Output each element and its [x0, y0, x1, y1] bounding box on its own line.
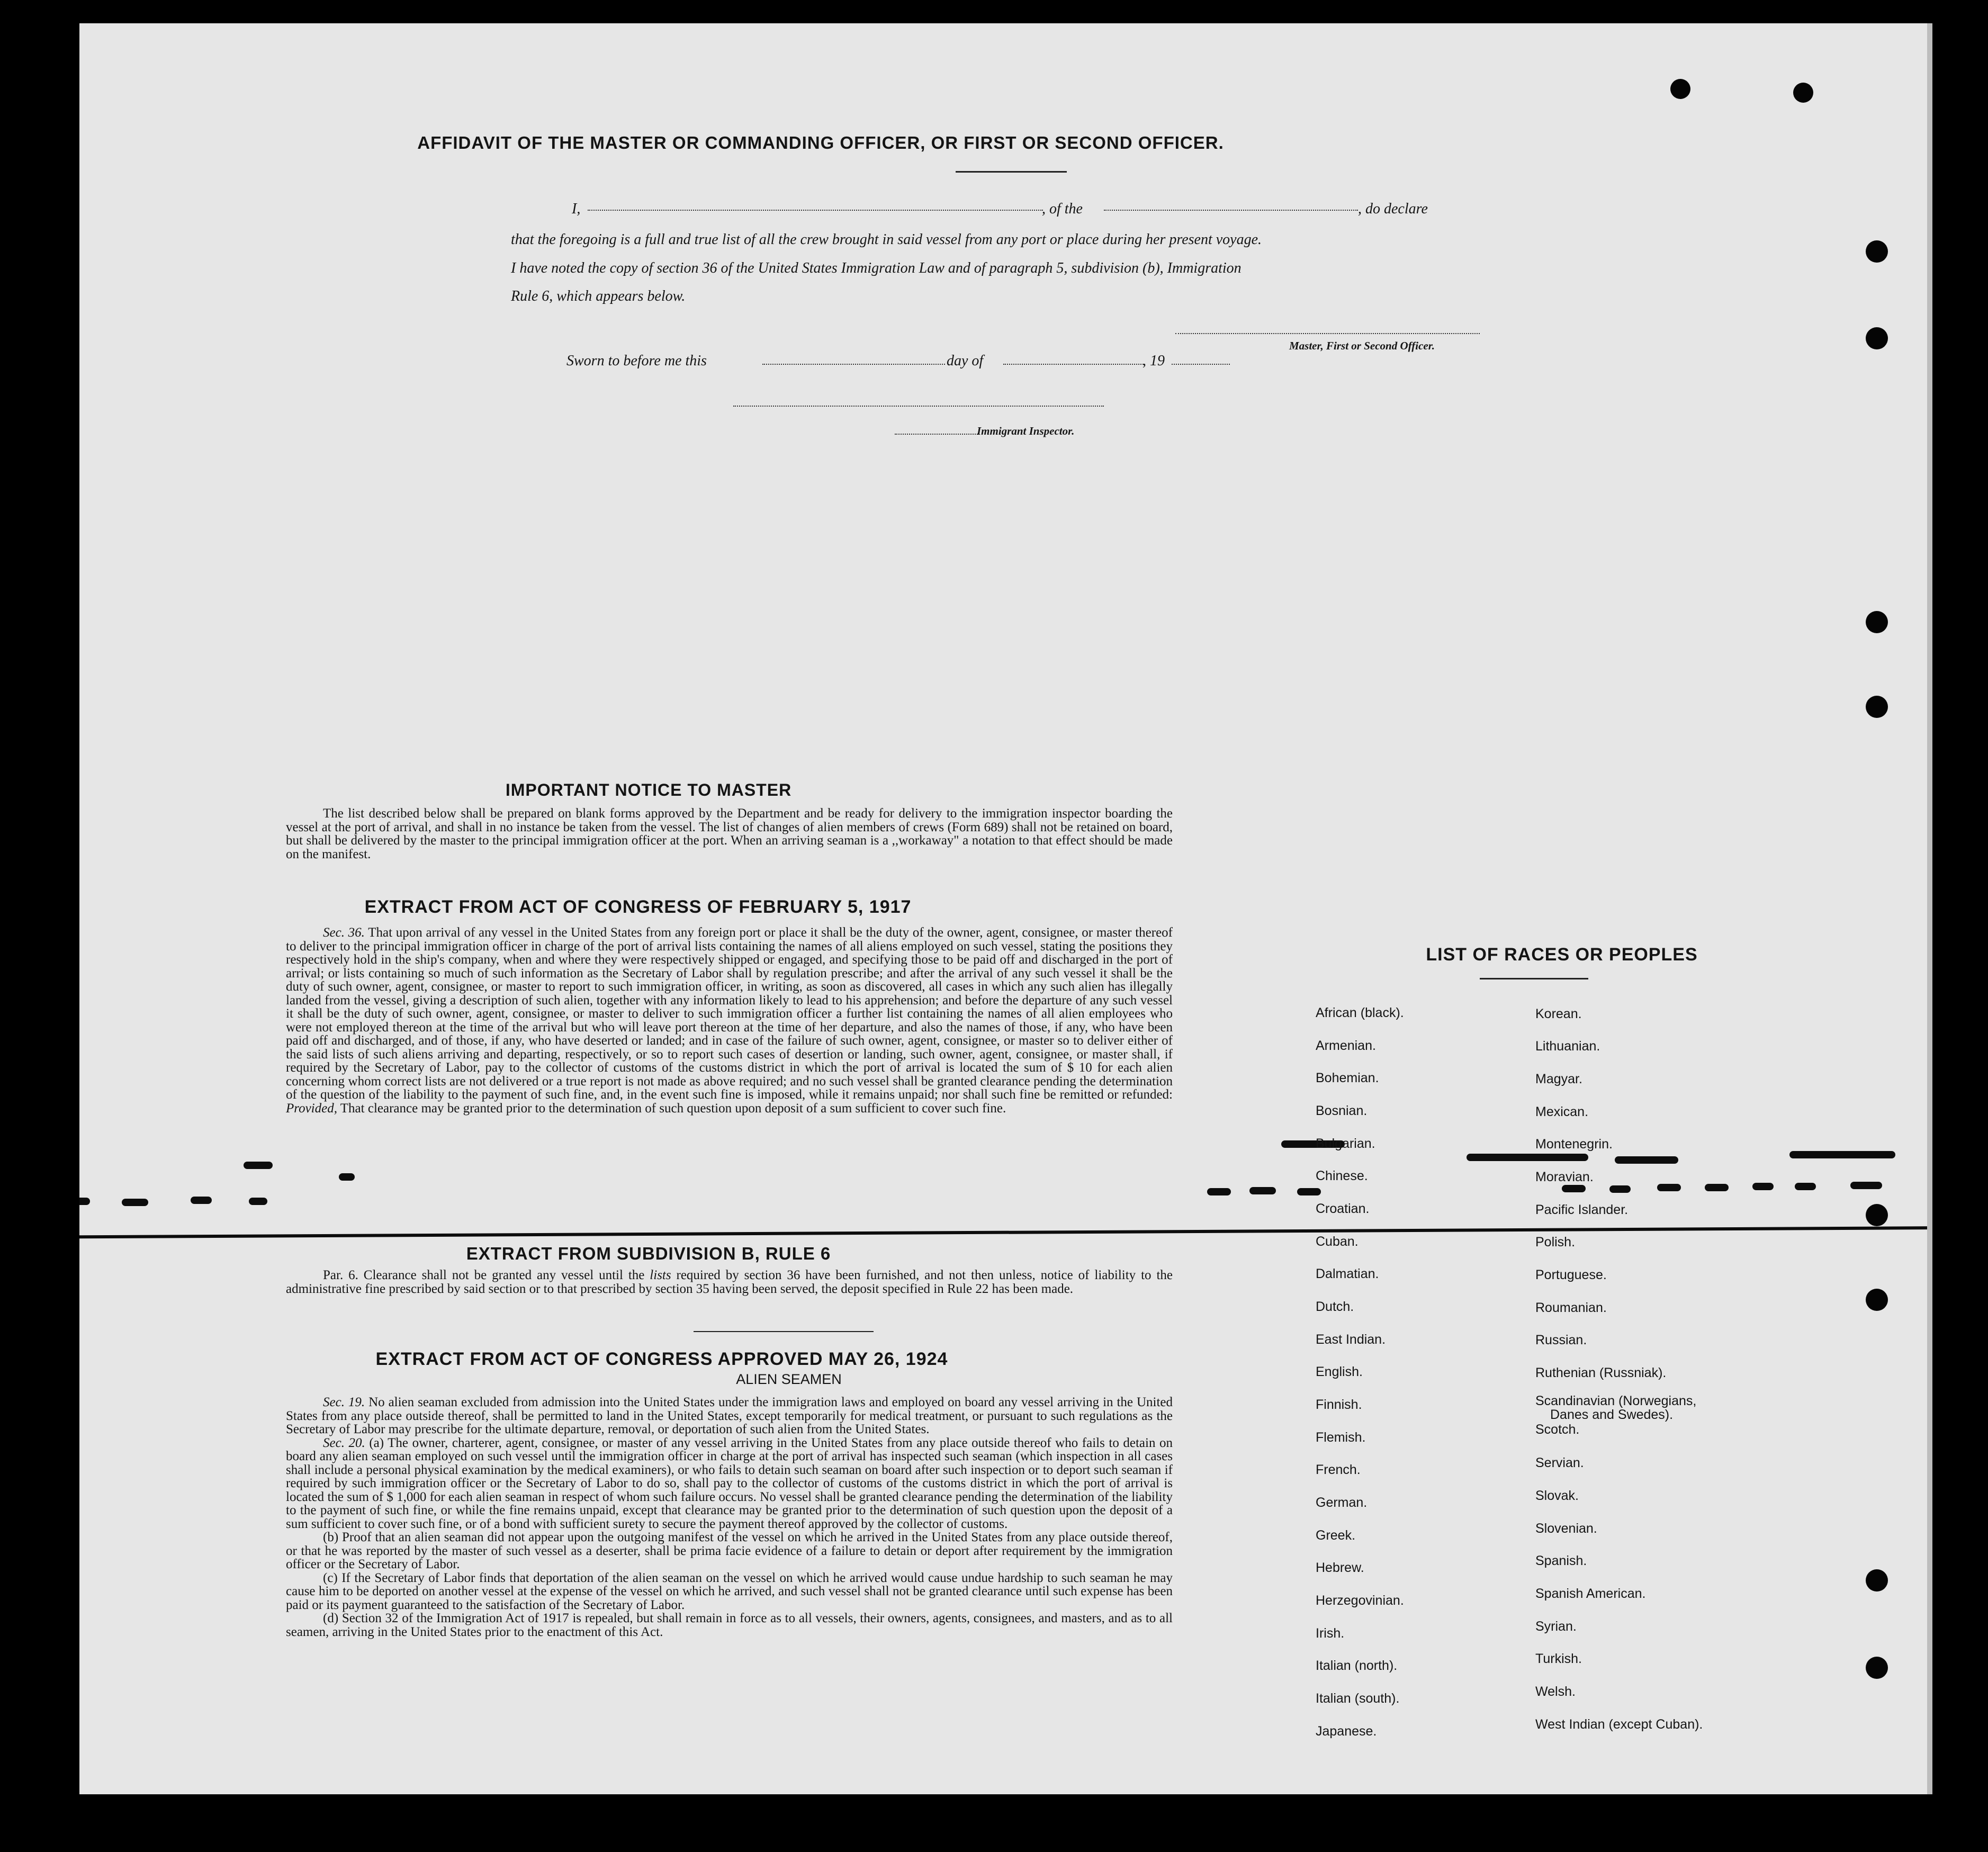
race-item: Ruthenian (Russniak).	[1535, 1365, 1667, 1380]
race-item: Welsh.	[1535, 1684, 1576, 1699]
rule6-text	[286, 1269, 1173, 1296]
race-item: West Indian (except Cuban).	[1535, 1717, 1703, 1732]
race-item: Irish.	[1316, 1626, 1345, 1641]
act-1924-text	[286, 1396, 1173, 1639]
scan-artifact	[79, 1198, 90, 1205]
sworn-label: Sworn to before me this	[566, 353, 707, 369]
races-divider	[1480, 978, 1588, 979]
scan-artifact	[1795, 1183, 1816, 1190]
punch-hole	[1866, 696, 1888, 718]
notice-title: IMPORTANT NOTICE TO MASTER	[505, 780, 792, 799]
inspector-signature-field-2	[895, 434, 979, 435]
races-title: LIST OF RACES OR PEOPLES	[1426, 945, 1698, 965]
scan-artifact	[122, 1199, 148, 1206]
scan-artifact	[1657, 1184, 1681, 1191]
document-page	[79, 23, 1932, 1794]
master-signature-field[interactable]	[1175, 333, 1480, 334]
scan-artifact	[1249, 1187, 1276, 1194]
race-item: Polish.	[1535, 1235, 1576, 1249]
race-item: Dutch.	[1316, 1299, 1354, 1314]
sec36-text: That upon arrival of any vessel in the United States from any foreign port or place it shall be the duty of the owner, agent, consignee, or master thereof to deliver to the principal immigration officer in charge of the port of arrival lists containing the names of all aliens employed on such vessel, stating the positions they respectively hold in the ship's company, when and where they were respectively shipped or engaged, and specifying those to be paid off and discharged in the port of arrival; or lists containing so much of such information as the Secretary of Labor shall by regulation prescribe; and after the arrival of any such vessel it shall be the duty of such owner, agent, consignee, or master to report to such immigration officer, in writing, as soon as discovered, all cases in which any such alien has illegally landed from the vessel, giving a description of such alien, together with any information likely to lead to his apprehension; and before the departure of any such vessel it shall be the duty of such owner, agent, consignee, or master to deliver to such immigration officer a further list containing the names of all alien employees who were not employed thereon at the time of the arrival but who will leave port thereon at the time of her departure, and also the names of those, if any, who have been paid off and discharged, and of those, if any, who have deserted or landed; and in case of the failure of such owner, agent, consignee, or master so to deliver either of the said lists of such aliens arriving and departing, respectively, or so to report such cases of desertion or landing, such owner, agent, consignee, or master shall, if required by the Secretary of Labor, pay to the collector of customs of the customs district in which the port of arrival is located the sum of $ 10 for each alien concerning whom correct lists are not delivered or a true report is not made as above required; and no such vessel shall be granted clearance pending the determination of the question of the liability to the payment of such fine, and, in the event such fine is imposed, while it remains unpaid; nor shall such fine be remitted or refunded:	[286, 925, 1173, 1102]
race-item: Magyar.	[1535, 1072, 1582, 1086]
rule6-text-b: required by section 36 have been furnished, and not then unless, notice of liability to the administrative fine prescribed by said section or to that prescribed by section 35 having been served, the deposit specified in Rule 22 has been made.	[286, 1268, 1173, 1296]
rule6-lists-word: lists	[650, 1268, 671, 1282]
race-item: Slovenian.	[1535, 1521, 1597, 1536]
punch-hole	[1866, 1657, 1888, 1679]
scan-artifact	[244, 1162, 273, 1169]
race-item: Lithuanian.	[1535, 1039, 1600, 1054]
fold-line	[79, 1226, 1932, 1239]
race-item: Danes and Swedes).	[1550, 1407, 1674, 1422]
race-item: Greek.	[1316, 1528, 1356, 1543]
race-item: Italian (north).	[1316, 1658, 1398, 1673]
race-item: Chinese.	[1316, 1168, 1368, 1183]
act-1917-title: EXTRACT FROM ACT OF CONGRESS OF FEBRUARY 5, 1917	[364, 897, 912, 917]
punch-hole	[1670, 79, 1690, 99]
race-item: Italian (south).	[1316, 1691, 1400, 1706]
sworn-year-field[interactable]	[1172, 364, 1230, 365]
scan-artifact	[249, 1198, 267, 1205]
master-signature-label: Master, First or Second Officer.	[1289, 339, 1435, 352]
provided-text: That clearance may be granted prior to the determination of such question upon deposit of a sum sufficient to cover such fine.	[340, 1101, 1006, 1116]
name-field[interactable]	[588, 210, 1043, 211]
rule6-divider	[694, 1331, 874, 1332]
race-item: Finnish.	[1316, 1397, 1362, 1412]
affidavit-of-the: , of the	[1042, 201, 1083, 217]
punch-hole	[1866, 1289, 1888, 1311]
scan-artifact	[1705, 1184, 1729, 1191]
race-item: Pacific Islander.	[1535, 1202, 1629, 1217]
race-item: Turkish.	[1535, 1651, 1582, 1666]
race-item: German.	[1316, 1495, 1368, 1510]
race-item: Herzegovinian.	[1316, 1593, 1404, 1608]
race-item: Slovak.	[1535, 1488, 1579, 1503]
notice-paragraph: The list described below shall be prepared on blank forms approved by the Department and be ready for delivery to the immigration inspector boarding the vessel at the port of arrival, and shall in no instance be taken from the vessel. The list of changes of alien members of crews (Form 689) shall not be retained on board, but shall be delivered by the master to the principal immigration officer at the port. When an arriving seaman is a ,,workaway" a notation to that effect should be made on the manifest.	[286, 806, 1173, 861]
scan-artifact	[1850, 1182, 1882, 1189]
race-item: Russian.	[1535, 1333, 1587, 1347]
act-1924-subtitle: ALIEN SEAMEN	[736, 1371, 842, 1387]
affidavit-body-3: Rule 6, which appears below.	[511, 288, 686, 304]
scan-artifact	[1297, 1188, 1321, 1195]
affidavit-title: AFFIDAVIT OF THE MASTER OR COMMANDING OFFICER, OR FIRST OR SECOND OFFICER.	[417, 133, 1224, 152]
sec20c-text: (c) If the Secretary of Labor finds that deportation of the alien seaman on the vessel on which he arrived would cause undue hardship to such seaman he may cause him to be deported on another vessel at the expense of the vessel on which he arrived, and such vessel shall not be granted clearance until such expense has been paid or its payment guaranteed to the satisfaction of the Secretary of Labor.	[286, 1570, 1173, 1612]
scan-artifact	[1467, 1154, 1588, 1161]
race-item: East Indian.	[1316, 1332, 1386, 1347]
punch-hole	[1866, 1569, 1888, 1592]
sec20-label: Sec. 20.	[323, 1435, 365, 1450]
race-item: Mexican.	[1535, 1104, 1589, 1119]
affidavit-body-2: I have noted the copy of section 36 of the United States Immigration Law and of paragraph 5, subdivision (b), Immigration	[511, 260, 1242, 276]
scan-artifact	[1609, 1185, 1631, 1193]
race-item: Cuban.	[1316, 1234, 1359, 1249]
race-item: Spanish.	[1535, 1553, 1587, 1568]
race-item: Syrian.	[1535, 1619, 1577, 1634]
race-item: French.	[1316, 1462, 1361, 1477]
race-item: Portuguese.	[1535, 1267, 1607, 1282]
act-1917-text	[286, 926, 1173, 1115]
sec20a-text: (a) The owner, charterer, agent, consignee, or master of any vessel arriving in the United States from any place outside thereof who fails to detain on board any alien seaman employed on such vessel until the immigration officer in charge at the port of arrival has inspected such seaman (which inspection in all cases shall include a personal physical examination by the medical examiners), or who fails to detain such seaman on board after such inspection or to deport such seaman if required by such immigration officer or the Secretary of Labor to do so, shall pay to the collector of customs of the customs district in which the port of arrival is located the sum of $ 1,000 for each alien seaman in respect of whom such failure occurs. No vessel shall be granted clearance pending the determination of the liability to the payment of such fine, or while the fine remains unpaid, except that clearance may be granted prior to the determination of such question upon the deposit of a sum sufficient to cover such fine, or of a bond with sufficient surety to secure the payment thereof approved by the collector of customs.	[286, 1435, 1173, 1531]
scan-artifact	[1207, 1188, 1231, 1195]
punch-hole	[1866, 611, 1888, 633]
bleed-through-row	[1334, 426, 1917, 447]
race-item: African (black).	[1316, 1005, 1404, 1020]
race-item: Scandinavian (Norwegians,	[1535, 1394, 1697, 1408]
scan-artifact	[1752, 1183, 1774, 1190]
ditto-marks	[535, 457, 1170, 775]
sec20d-text: (d) Section 32 of the Immigration Act of 1917 is repealed, but shall remain in force as to all vessels, their owners, agents, consignees, and masters, and as to all seamen, arriving in the United States prior to the enactment of this Act.	[286, 1611, 1173, 1639]
scan-artifact	[1615, 1156, 1678, 1164]
race-item: Bulgarian.	[1316, 1136, 1375, 1151]
year-label: , 19	[1143, 353, 1165, 369]
race-item: Montenegrin.	[1535, 1137, 1613, 1152]
affidavit-i-label: I,	[572, 201, 581, 217]
race-item: Moravian.	[1535, 1170, 1594, 1184]
act-1924-title: EXTRACT FROM ACT OF CONGRESS APPROVED MAY 26, 1924	[375, 1349, 948, 1369]
race-item: Hebrew.	[1316, 1560, 1364, 1575]
provided-label: Provided,	[286, 1101, 337, 1116]
race-item: Bosnian.	[1316, 1103, 1368, 1118]
race-item: Japanese.	[1316, 1724, 1377, 1739]
sec19-label: Sec. 19.	[323, 1395, 365, 1409]
scan-artifact	[191, 1197, 212, 1204]
race-item: Bohemian.	[1316, 1071, 1379, 1085]
sec36-label: Sec. 36.	[323, 925, 365, 940]
race-item: Croatian.	[1316, 1201, 1370, 1216]
scan-artifact	[1562, 1185, 1586, 1192]
inspector-signature-field[interactable]	[733, 406, 1104, 407]
notice-text	[286, 807, 1173, 861]
race-item: Servian.	[1535, 1455, 1584, 1470]
rule6-text-a: Par. 6. Clearance shall not be granted any vessel until the	[323, 1268, 645, 1282]
affidavit-divider	[956, 171, 1067, 173]
race-item: English.	[1316, 1364, 1363, 1379]
sec19-text: No alien seaman excluded from admission into the United States under the immigration laws and employed on board any vessel arriving in the United States from any place outside thereof, shall be permitted to land in the United States, except temporarily for medical treatment, or pursuant to such regulations as the Secretary of Labor may prescribe for the ultimate departure, removal, or deportation of such alien from the United States.	[286, 1395, 1173, 1436]
race-item: Spanish American.	[1535, 1586, 1646, 1601]
sworn-day-field[interactable]	[762, 364, 945, 365]
inspector-label: Immigrant Inspector.	[977, 425, 1075, 437]
race-item: Flemish.	[1316, 1430, 1366, 1445]
punch-hole	[1866, 1204, 1888, 1226]
punch-hole	[1866, 327, 1888, 349]
sworn-month-field[interactable]	[1003, 364, 1144, 365]
rule6-title: EXTRACT FROM SUBDIVISION B, RULE 6	[466, 1244, 831, 1263]
race-item: Roumanian.	[1535, 1300, 1607, 1315]
affidavit-body-1: that the foregoing is a full and true list of all the crew brought in said vessel from any port or place during her present voyage.	[511, 231, 1262, 248]
race-item: Dalmatian.	[1316, 1266, 1379, 1281]
sec20b-text: (b) Proof that an alien seaman did not appear upon the outgoing manifest of the vessel on which he arrived in the United States from any place outside thereof, or that he was reported by the master of such vessel as a deserter, shall be prima facie evidence of a failure to detain or deport after requirement by the immigration officer or the Secretary of Labor.	[286, 1530, 1173, 1571]
punch-hole	[1866, 240, 1888, 263]
punch-hole	[1793, 83, 1813, 103]
race-item: Scotch.	[1535, 1422, 1580, 1437]
scan-artifact	[339, 1173, 355, 1181]
sheet-edge	[1927, 23, 1932, 1794]
day-of-label: day of	[947, 353, 984, 369]
race-item: Korean.	[1535, 1006, 1582, 1021]
affidavit-do-declare: , do declare	[1358, 201, 1428, 217]
vessel-field[interactable]	[1104, 210, 1358, 211]
race-item: Armenian.	[1316, 1038, 1376, 1053]
scan-artifact	[1789, 1151, 1895, 1158]
